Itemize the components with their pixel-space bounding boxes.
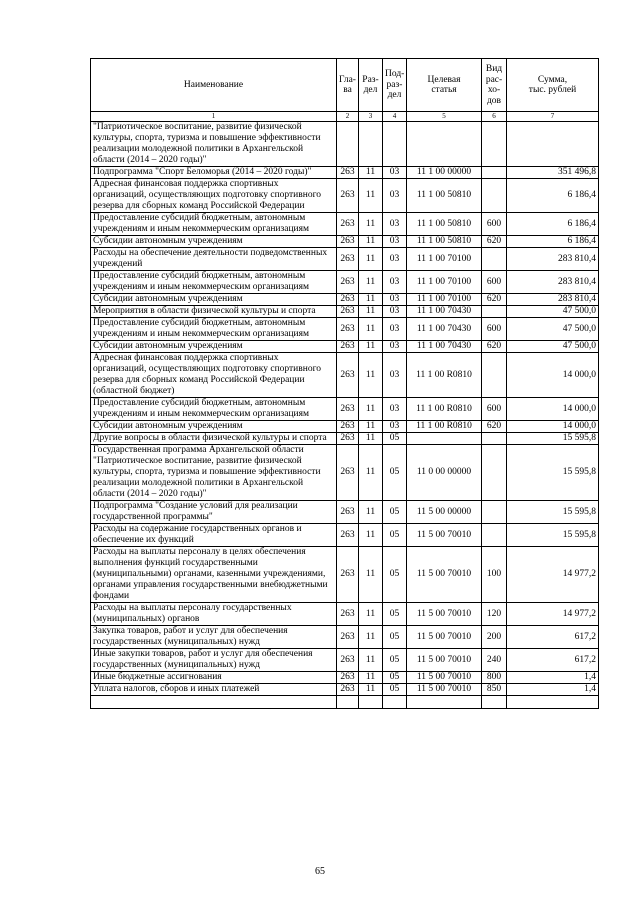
empty-cell bbox=[337, 696, 359, 709]
cell-target: 11 1 00 70430 bbox=[407, 318, 482, 341]
cell-glava bbox=[337, 122, 359, 167]
table-row bbox=[91, 179, 599, 213]
cell-razdel: 11 bbox=[359, 626, 383, 649]
table-row bbox=[91, 122, 599, 167]
cell-name: Закупка товаров, работ и услуг для обеспечения государственных (муниципальных) нужд bbox=[91, 626, 337, 649]
cell-name: "Патриотическое воспитание, развитие физической культуры, спорта, туризма и повышение эффективности реализации молодежной политики в Архангельской области (2014 – 2020 годы)" bbox=[91, 122, 337, 167]
cell-sum: 47 500,0 bbox=[507, 306, 599, 318]
table-row bbox=[91, 649, 599, 672]
column-number: 5 bbox=[407, 112, 482, 122]
table-row bbox=[91, 271, 599, 294]
cell-podrazdel: 05 bbox=[383, 524, 407, 547]
table-row bbox=[91, 626, 599, 649]
cell-name: Предоставление субсидий бюджетным, автономным учреждениям и иным некоммерческим организациям bbox=[91, 398, 337, 421]
cell-podrazdel: 03 bbox=[383, 398, 407, 421]
cell-podrazdel: 05 bbox=[383, 445, 407, 501]
cell-podrazdel: 03 bbox=[383, 318, 407, 341]
column-number: 2 bbox=[337, 112, 359, 122]
cell-glava: 263 bbox=[337, 626, 359, 649]
cell-sum: 283 810,4 bbox=[507, 248, 599, 271]
cell-podrazdel: 05 bbox=[383, 501, 407, 524]
cell-sum: 283 810,4 bbox=[507, 271, 599, 294]
cell-sum: 15 595,8 bbox=[507, 445, 599, 501]
cell-vid: 600 bbox=[482, 213, 507, 236]
cell-sum: 6 186,4 bbox=[507, 236, 599, 248]
cell-razdel: 11 bbox=[359, 271, 383, 294]
empty-cell bbox=[383, 696, 407, 709]
cell-name: Подпрограмма "Создание условий для реализации государственной программы" bbox=[91, 501, 337, 524]
cell-name: Расходы на обеспечение деятельности подведомственных учреждений bbox=[91, 248, 337, 271]
cell-target: 11 1 00 R0810 bbox=[407, 398, 482, 421]
cell-target: 11 1 00 R0810 bbox=[407, 421, 482, 433]
cell-name: Расходы на выплаты персоналу в целях обеспечения выполнения функций государственными (муниципальными) органами, казенными учреждениями, органами управления государственными внебюджетными фондами bbox=[91, 547, 337, 603]
cell-vid bbox=[482, 501, 507, 524]
cell-target: 11 5 00 70010 bbox=[407, 672, 482, 684]
cell-vid bbox=[482, 445, 507, 501]
cell-target: 11 1 00 70100 bbox=[407, 248, 482, 271]
cell-vid bbox=[482, 179, 507, 213]
cell-glava: 263 bbox=[337, 306, 359, 318]
cell-vid: 600 bbox=[482, 398, 507, 421]
column-number: 7 bbox=[507, 112, 599, 122]
cell-name: Государственная программа Архангельской области "Патриотическое воспитание, развитие физической культуры, спорта, туризма и повышение эффективности реализации молодежной политики в Архангельской области (2014 – 2020 годы)" bbox=[91, 445, 337, 501]
cell-vid bbox=[482, 248, 507, 271]
cell-razdel: 11 bbox=[359, 501, 383, 524]
table-body bbox=[91, 122, 599, 709]
cell-sum: 14 000,0 bbox=[507, 353, 599, 398]
col-header-podrazdel: Под- раз- дел bbox=[383, 59, 407, 112]
cell-vid: 620 bbox=[482, 421, 507, 433]
cell-target: 11 1 00 70430 bbox=[407, 306, 482, 318]
cell-podrazdel bbox=[383, 122, 407, 167]
cell-vid: 600 bbox=[482, 318, 507, 341]
cell-target: 11 5 00 70010 bbox=[407, 684, 482, 696]
cell-razdel: 11 bbox=[359, 421, 383, 433]
table-row bbox=[91, 167, 599, 179]
table-row bbox=[91, 398, 599, 421]
table-row bbox=[91, 672, 599, 684]
col-header-sum: Сумма, тыс. рублей bbox=[507, 59, 599, 112]
cell-glava: 263 bbox=[337, 271, 359, 294]
cell-vid: 120 bbox=[482, 603, 507, 626]
cell-glava: 263 bbox=[337, 236, 359, 248]
col-header-glava: Гла- ва bbox=[337, 59, 359, 112]
column-number: 1 bbox=[91, 112, 337, 122]
cell-vid: 620 bbox=[482, 341, 507, 353]
col-header-target: Целевая статья bbox=[407, 59, 482, 112]
cell-sum: 14 000,0 bbox=[507, 398, 599, 421]
col-header-name: Наименование bbox=[91, 59, 337, 112]
table-row bbox=[91, 318, 599, 341]
cell-podrazdel: 05 bbox=[383, 684, 407, 696]
cell-glava: 263 bbox=[337, 524, 359, 547]
cell-vid: 850 bbox=[482, 684, 507, 696]
cell-name: Адресная финансовая поддержка спортивных организаций, осуществляющих подготовку спортивного резерва для сборных команд Российской Федерации (областной бюджет) bbox=[91, 353, 337, 398]
cell-name: Предоставление субсидий бюджетным, автономным учреждениям и иным некоммерческим организациям bbox=[91, 213, 337, 236]
cell-podrazdel: 03 bbox=[383, 236, 407, 248]
cell-name: Уплата налогов, сборов и иных платежей bbox=[91, 684, 337, 696]
cell-glava: 263 bbox=[337, 294, 359, 306]
cell-podrazdel: 03 bbox=[383, 213, 407, 236]
table-row bbox=[91, 236, 599, 248]
table-header-row bbox=[91, 59, 599, 112]
cell-glava: 263 bbox=[337, 547, 359, 603]
cell-razdel: 11 bbox=[359, 167, 383, 179]
cell-podrazdel: 03 bbox=[383, 294, 407, 306]
cell-name: Субсидии автономным учреждениям bbox=[91, 236, 337, 248]
cell-razdel: 11 bbox=[359, 318, 383, 341]
cell-vid: 620 bbox=[482, 294, 507, 306]
cell-name: Расходы на содержание государственных органов и обеспечение их функций bbox=[91, 524, 337, 547]
table-row bbox=[91, 501, 599, 524]
cell-target bbox=[407, 433, 482, 445]
cell-razdel: 11 bbox=[359, 524, 383, 547]
cell-razdel: 11 bbox=[359, 248, 383, 271]
cell-sum: 14 977,2 bbox=[507, 547, 599, 603]
cell-target: 11 5 00 70010 bbox=[407, 524, 482, 547]
table-row bbox=[91, 341, 599, 353]
cell-name: Предоставление субсидий бюджетным, автономным учреждениям и иным некоммерческим организациям bbox=[91, 318, 337, 341]
cell-target: 11 0 00 00000 bbox=[407, 445, 482, 501]
cell-vid: 800 bbox=[482, 672, 507, 684]
cell-vid: 100 bbox=[482, 547, 507, 603]
cell-vid bbox=[482, 306, 507, 318]
table-row bbox=[91, 433, 599, 445]
cell-glava: 263 bbox=[337, 398, 359, 421]
table-row bbox=[91, 684, 599, 696]
cell-glava: 263 bbox=[337, 684, 359, 696]
cell-razdel: 11 bbox=[359, 672, 383, 684]
cell-razdel: 11 bbox=[359, 649, 383, 672]
cell-podrazdel: 05 bbox=[383, 547, 407, 603]
cell-razdel: 11 bbox=[359, 398, 383, 421]
table-row bbox=[91, 421, 599, 433]
cell-razdel: 11 bbox=[359, 213, 383, 236]
budget-table-page bbox=[90, 58, 598, 709]
empty-cell bbox=[507, 696, 599, 709]
table-row-empty bbox=[91, 696, 599, 709]
cell-razdel: 11 bbox=[359, 445, 383, 501]
cell-razdel: 11 bbox=[359, 306, 383, 318]
budget-table bbox=[90, 58, 599, 709]
cell-sum: 14 000,0 bbox=[507, 421, 599, 433]
cell-target: 11 1 00 70100 bbox=[407, 294, 482, 306]
cell-name: Расходы на выплаты персоналу государственных (муниципальных) органов bbox=[91, 603, 337, 626]
column-number: 4 bbox=[383, 112, 407, 122]
empty-cell bbox=[359, 696, 383, 709]
cell-razdel: 11 bbox=[359, 603, 383, 626]
table-row bbox=[91, 445, 599, 501]
cell-podrazdel: 05 bbox=[383, 672, 407, 684]
cell-glava: 263 bbox=[337, 672, 359, 684]
cell-glava: 263 bbox=[337, 603, 359, 626]
cell-target: 11 5 00 00000 bbox=[407, 501, 482, 524]
cell-glava: 263 bbox=[337, 501, 359, 524]
cell-target: 11 5 00 70010 bbox=[407, 626, 482, 649]
cell-name: Мероприятия в области физической культуры и спорта bbox=[91, 306, 337, 318]
cell-vid: 620 bbox=[482, 236, 507, 248]
col-header-razdel: Раз- дел bbox=[359, 59, 383, 112]
cell-sum: 351 496,8 bbox=[507, 167, 599, 179]
table-row bbox=[91, 306, 599, 318]
cell-podrazdel: 05 bbox=[383, 603, 407, 626]
table-row bbox=[91, 524, 599, 547]
empty-cell bbox=[407, 696, 482, 709]
page-number: 65 bbox=[315, 866, 325, 877]
cell-target: 11 1 00 50810 bbox=[407, 213, 482, 236]
cell-target: 11 1 00 00000 bbox=[407, 167, 482, 179]
cell-glava: 263 bbox=[337, 421, 359, 433]
cell-target: 11 1 00 70100 bbox=[407, 271, 482, 294]
cell-sum: 47 500,0 bbox=[507, 341, 599, 353]
cell-razdel: 11 bbox=[359, 433, 383, 445]
cell-target bbox=[407, 122, 482, 167]
cell-glava: 263 bbox=[337, 353, 359, 398]
table-row bbox=[91, 248, 599, 271]
column-number-row bbox=[91, 112, 599, 122]
cell-podrazdel: 03 bbox=[383, 179, 407, 213]
cell-glava: 263 bbox=[337, 318, 359, 341]
cell-glava: 263 bbox=[337, 649, 359, 672]
cell-name: Другие вопросы в области физической культуры и спорта bbox=[91, 433, 337, 445]
cell-podrazdel: 05 bbox=[383, 433, 407, 445]
cell-name: Иные закупки товаров, работ и услуг для обеспечения государственных (муниципальных) нужд bbox=[91, 649, 337, 672]
cell-razdel bbox=[359, 122, 383, 167]
table-row bbox=[91, 294, 599, 306]
cell-podrazdel: 03 bbox=[383, 167, 407, 179]
cell-sum bbox=[507, 122, 599, 167]
cell-sum: 1,4 bbox=[507, 684, 599, 696]
cell-sum: 15 595,8 bbox=[507, 501, 599, 524]
cell-target: 11 1 00 R0810 bbox=[407, 353, 482, 398]
cell-name: Подпрограмма "Спорт Беломорья (2014 – 2020 годы)" bbox=[91, 167, 337, 179]
table-row bbox=[91, 547, 599, 603]
cell-razdel: 11 bbox=[359, 684, 383, 696]
cell-target: 11 5 00 70010 bbox=[407, 603, 482, 626]
cell-target: 11 1 00 70430 bbox=[407, 341, 482, 353]
cell-name: Субсидии автономным учреждениям bbox=[91, 294, 337, 306]
cell-podrazdel: 03 bbox=[383, 341, 407, 353]
cell-name: Субсидии автономным учреждениям bbox=[91, 421, 337, 433]
cell-target: 11 1 00 50810 bbox=[407, 179, 482, 213]
cell-glava: 263 bbox=[337, 167, 359, 179]
cell-vid: 240 bbox=[482, 649, 507, 672]
cell-sum: 15 595,8 bbox=[507, 524, 599, 547]
col-header-vid: Вид рас- хо- дов bbox=[482, 59, 507, 112]
cell-razdel: 11 bbox=[359, 353, 383, 398]
cell-podrazdel: 03 bbox=[383, 353, 407, 398]
cell-vid bbox=[482, 167, 507, 179]
table-row bbox=[91, 603, 599, 626]
empty-cell bbox=[91, 696, 337, 709]
cell-sum: 1,4 bbox=[507, 672, 599, 684]
table-row bbox=[91, 213, 599, 236]
cell-sum: 617,2 bbox=[507, 649, 599, 672]
cell-razdel: 11 bbox=[359, 547, 383, 603]
table-row bbox=[91, 353, 599, 398]
cell-glava: 263 bbox=[337, 213, 359, 236]
cell-name: Субсидии автономным учреждениям bbox=[91, 341, 337, 353]
column-number: 3 bbox=[359, 112, 383, 122]
cell-sum: 47 500,0 bbox=[507, 318, 599, 341]
cell-podrazdel: 05 bbox=[383, 626, 407, 649]
cell-glava: 263 bbox=[337, 248, 359, 271]
cell-vid: 600 bbox=[482, 271, 507, 294]
cell-glava: 263 bbox=[337, 179, 359, 213]
cell-sum: 15 595,8 bbox=[507, 433, 599, 445]
cell-razdel: 11 bbox=[359, 341, 383, 353]
cell-podrazdel: 03 bbox=[383, 421, 407, 433]
cell-target: 11 5 00 70010 bbox=[407, 649, 482, 672]
cell-razdel: 11 bbox=[359, 179, 383, 213]
cell-sum: 617,2 bbox=[507, 626, 599, 649]
cell-podrazdel: 05 bbox=[383, 649, 407, 672]
cell-name: Адресная финансовая поддержка спортивных организаций, осуществляющих подготовку спортивного резерва для сборных команд Российской Федерации bbox=[91, 179, 337, 213]
cell-glava: 263 bbox=[337, 445, 359, 501]
cell-podrazdel: 03 bbox=[383, 248, 407, 271]
cell-podrazdel: 03 bbox=[383, 306, 407, 318]
cell-vid: 200 bbox=[482, 626, 507, 649]
cell-glava: 263 bbox=[337, 433, 359, 445]
cell-glava: 263 bbox=[337, 341, 359, 353]
cell-sum: 283 810,4 bbox=[507, 294, 599, 306]
column-number: 6 bbox=[482, 112, 507, 122]
cell-name: Иные бюджетные ассигнования bbox=[91, 672, 337, 684]
cell-razdel: 11 bbox=[359, 294, 383, 306]
cell-target: 11 5 00 70010 bbox=[407, 547, 482, 603]
cell-sum: 14 977,2 bbox=[507, 603, 599, 626]
cell-vid bbox=[482, 433, 507, 445]
cell-vid bbox=[482, 353, 507, 398]
cell-razdel: 11 bbox=[359, 236, 383, 248]
cell-podrazdel: 03 bbox=[383, 271, 407, 294]
cell-target: 11 1 00 50810 bbox=[407, 236, 482, 248]
cell-sum: 6 186,4 bbox=[507, 179, 599, 213]
empty-cell bbox=[482, 696, 507, 709]
cell-name: Предоставление субсидий бюджетным, автономным учреждениям и иным некоммерческим организациям bbox=[91, 271, 337, 294]
cell-sum: 6 186,4 bbox=[507, 213, 599, 236]
cell-vid bbox=[482, 524, 507, 547]
cell-vid bbox=[482, 122, 507, 167]
